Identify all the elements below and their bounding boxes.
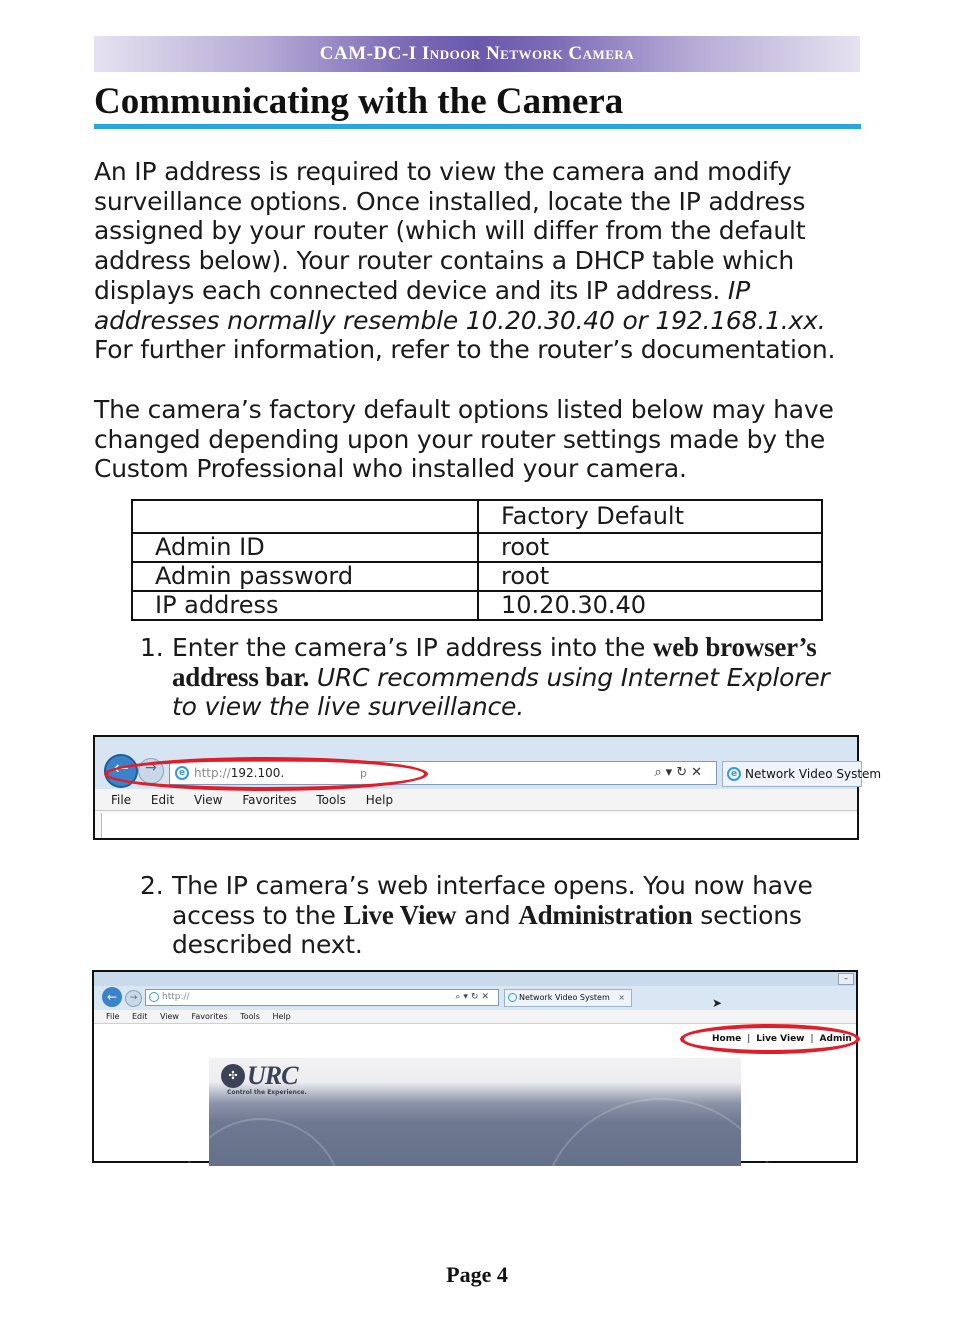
- table-cell-label: Admin ID: [132, 533, 478, 562]
- banner-decoration: [179, 1118, 343, 1282]
- forward-arrow-icon: →: [129, 993, 138, 1003]
- url-value: 192.100.: [230, 766, 285, 780]
- table-header-cell: Factory Default: [478, 500, 822, 533]
- forward-arrow-icon: →: [145, 760, 157, 776]
- ie-page-icon: e: [175, 766, 189, 780]
- window-control-button[interactable]: –: [838, 973, 854, 985]
- menu-bar: [95, 789, 857, 811]
- nav-link-admin[interactable]: Admin: [819, 1034, 852, 1044]
- menu-item-file[interactable]: File: [111, 793, 132, 807]
- menu-item-edit[interactable]: Edit: [131, 1012, 148, 1021]
- header-title: CAM-DC-I Indoor Network Camera: [319, 43, 635, 64]
- banner-decoration: [539, 1098, 783, 1342]
- ie-tab-icon: [508, 993, 517, 1002]
- table-cell-value: root: [478, 562, 822, 591]
- step-1: [140, 633, 860, 722]
- table-header-row: [132, 500, 822, 533]
- menu-item-favorites[interactable]: Favorites: [242, 793, 297, 807]
- ie-tab-icon: e: [727, 767, 741, 781]
- url-prefix: http://: [194, 766, 231, 780]
- table-cell-value: root: [478, 533, 822, 562]
- address-bar[interactable]: [145, 989, 499, 1006]
- page-content-area: [101, 813, 857, 838]
- step-number: 2.: [140, 871, 164, 900]
- table-row: [132, 533, 822, 562]
- nav-link-home[interactable]: Home: [712, 1034, 742, 1044]
- back-arrow-icon: ←: [113, 758, 129, 779]
- back-button[interactable]: [102, 987, 122, 1007]
- url-trailing: p: [360, 767, 367, 780]
- browser-toolbar: [95, 737, 882, 789]
- table-row: [132, 562, 822, 591]
- urc-logo-wordmark: URC: [247, 1061, 298, 1090]
- forward-button[interactable]: [125, 990, 142, 1007]
- nav-separator: |: [747, 1034, 751, 1044]
- step-bold: web browser’s address bar.: [172, 632, 817, 692]
- step-number: 1.: [140, 633, 164, 662]
- window-titlebar: [94, 972, 856, 986]
- browser-tab[interactable]: [722, 761, 882, 787]
- ie-page-icon: [149, 992, 159, 1002]
- address-bar-tools[interactable]: ⌕▾↻✕: [654, 765, 706, 780]
- menu-item-view[interactable]: View: [159, 1012, 179, 1021]
- defaults-paragraph: The camera’s factory default options listed below may have changed depending upon your router settings made by the Custom Professional who installed your camera.: [94, 395, 834, 484]
- table-cell-value: 10.20.30.40: [478, 591, 822, 620]
- step-body: [140, 633, 860, 722]
- address-bar[interactable]: [169, 761, 717, 785]
- table-cell-label: Admin password: [132, 562, 478, 591]
- step-text: and: [456, 900, 519, 930]
- menu-item-help[interactable]: Help: [365, 793, 394, 807]
- step-text: The IP camera’s web interface opens. You now have access to the: [172, 871, 813, 930]
- urc-logo-icon: ✣: [221, 1064, 245, 1088]
- table-row: [132, 591, 822, 620]
- menu-item-edit[interactable]: Edit: [150, 793, 175, 807]
- table-cell-label: IP address: [132, 591, 478, 620]
- mouse-cursor-icon: ➤: [712, 996, 723, 1010]
- nav-link-live-view[interactable]: Live View: [756, 1034, 805, 1044]
- menu-item-favorites[interactable]: Favorites: [191, 1012, 228, 1021]
- tab-label: Network Video System: [745, 767, 882, 781]
- camera-top-nav: [712, 1034, 852, 1044]
- page-title: Communicating with the Camera: [94, 81, 624, 122]
- camera-banner: [209, 1058, 741, 1166]
- intro-italic: IP addresses normally resemble 10.20.30.40 or 192.168.1.xx.: [94, 275, 826, 335]
- menu-item-help[interactable]: Help: [272, 1012, 291, 1021]
- table-header-cell: [132, 500, 478, 533]
- tab-close-icon[interactable]: ×: [618, 993, 625, 1002]
- step-2: [140, 871, 860, 960]
- step-bold: Live View: [343, 899, 457, 930]
- browser-screenshot-address-bar: [93, 735, 882, 840]
- browser-toolbar: [94, 986, 856, 1010]
- address-bar-tools[interactable]: ⌕▾↻✕: [455, 992, 492, 1002]
- intro-paragraph: [94, 157, 864, 365]
- step-italic: URC recommends using Internet Explorer to view the live surveillance.: [172, 662, 830, 722]
- back-arrow-icon: ←: [106, 990, 118, 1004]
- step-text: sections described next.: [172, 900, 802, 960]
- url-prefix: http://: [162, 992, 190, 1002]
- browser-tab[interactable]: [504, 989, 632, 1007]
- browser-screenshot-web-interface: [92, 970, 858, 1163]
- menu-item-file[interactable]: File: [106, 1012, 120, 1021]
- back-button[interactable]: [104, 754, 138, 788]
- tab-label: Network Video System: [519, 993, 610, 1002]
- intro-text: An IP address is required to view the camera and modify surveillance options. Once installed, locate the IP address assigned by your router (which will differ from the default address below). Your router contains a DHCP table which displays each connected device and its IP address.: [94, 157, 806, 305]
- step-body: [140, 871, 860, 960]
- step-text: Enter the camera’s IP address into the: [172, 633, 653, 662]
- intro-tail: For further information, refer to the router’s documentation.: [94, 335, 836, 365]
- nav-separator: |: [810, 1034, 814, 1044]
- logo-tagline: Control the Experience.: [227, 1089, 307, 1096]
- step-bold: Administration: [518, 899, 693, 930]
- menu-item-tools[interactable]: Tools: [316, 793, 346, 807]
- menu-bar: [94, 1010, 856, 1024]
- menu-item-tools[interactable]: Tools: [240, 1012, 260, 1021]
- factory-defaults-table: [131, 499, 823, 621]
- page-number: Page 4: [446, 1262, 508, 1287]
- header-bar: [94, 36, 860, 72]
- menu-item-view[interactable]: View: [194, 793, 223, 807]
- title-rule: [94, 124, 861, 129]
- forward-button[interactable]: [138, 758, 164, 784]
